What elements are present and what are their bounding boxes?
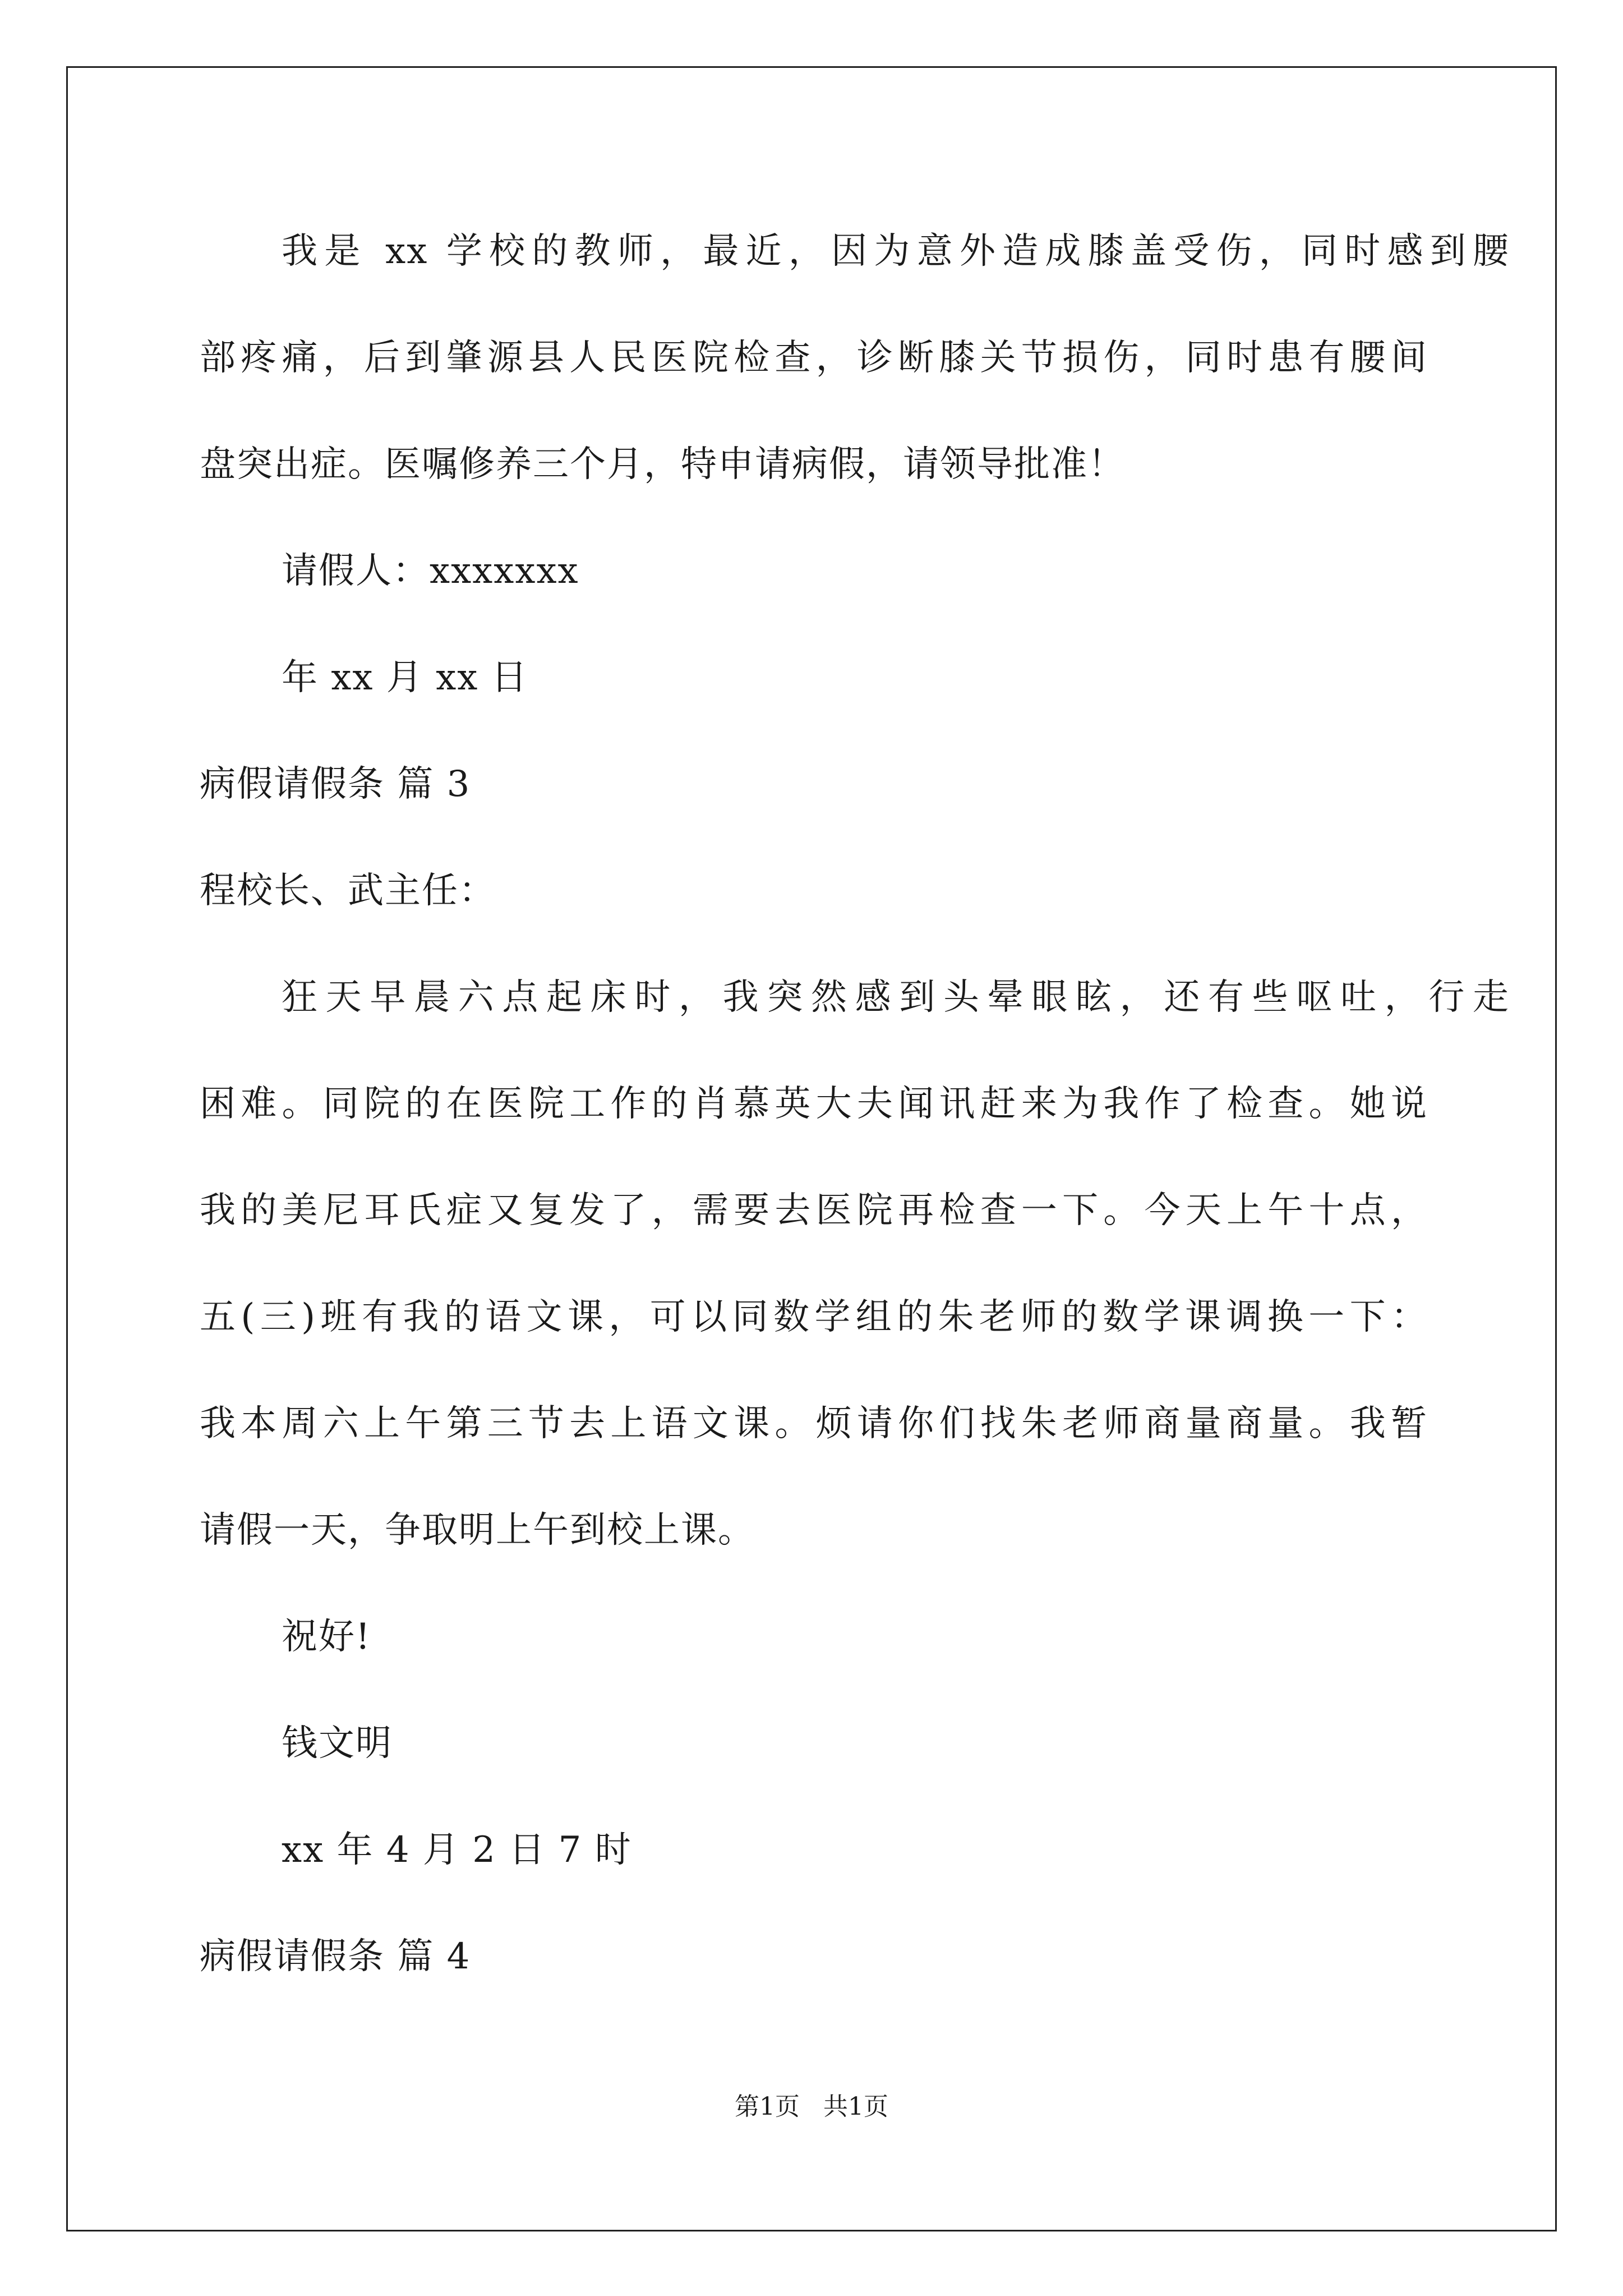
date-line: xx 年 4 月 2 日 7 时 bbox=[282, 1829, 632, 1871]
paragraph-line: 我的美尼耳氏症又复发了，需要去医院再检查一下。今天上午十点， bbox=[200, 1190, 1428, 1231]
salutation: 程校长、武主任： bbox=[200, 870, 496, 912]
section-heading: 病假请假条 篇 4 bbox=[200, 1936, 471, 1977]
date-line: 年 xx 月 xx 日 bbox=[282, 657, 528, 698]
paragraph-line: 狂天早晨六点起床时，我突然感到头晕眼眩，还有些呕吐，行走 bbox=[282, 977, 1510, 1018]
paragraph-line: 请假一天，争取明上午到校上课。 bbox=[200, 1510, 755, 1551]
paragraph-line: 五(三)班有我的语文课，可以同数学组的朱老师的数学课调换一下： bbox=[200, 1296, 1428, 1338]
paragraph-line: 困难。同院的在医院工作的肖慕英大夫闻讯赶来为我作了检查。她说 bbox=[200, 1083, 1428, 1125]
closing: 祝好! bbox=[282, 1616, 371, 1658]
paragraph-line: 我是 xx 学校的教师，最近，因为意外造成膝盖受伤，同时感到腰 bbox=[282, 231, 1510, 272]
paragraph-line: 盘突出症。医嘱修养三个月，特申请病假，请领导批准！ bbox=[200, 444, 1125, 485]
section-heading: 病假请假条 篇 3 bbox=[200, 763, 471, 805]
page-border bbox=[66, 66, 1557, 2231]
paragraph-line: 部疼痛，后到肇源县人民医院检查，诊断膝关节损伤，同时患有腰间 bbox=[200, 337, 1428, 379]
signature: 钱文明 bbox=[282, 1723, 393, 1764]
page-footer: 第1页 共1页 bbox=[735, 2092, 888, 2121]
paragraph-line: 我本周六上午第三节去上语文课。烦请你们找朱老师商量商量。我暂 bbox=[200, 1403, 1428, 1444]
requester-line: 请假人：xxxxxxx bbox=[282, 550, 579, 592]
